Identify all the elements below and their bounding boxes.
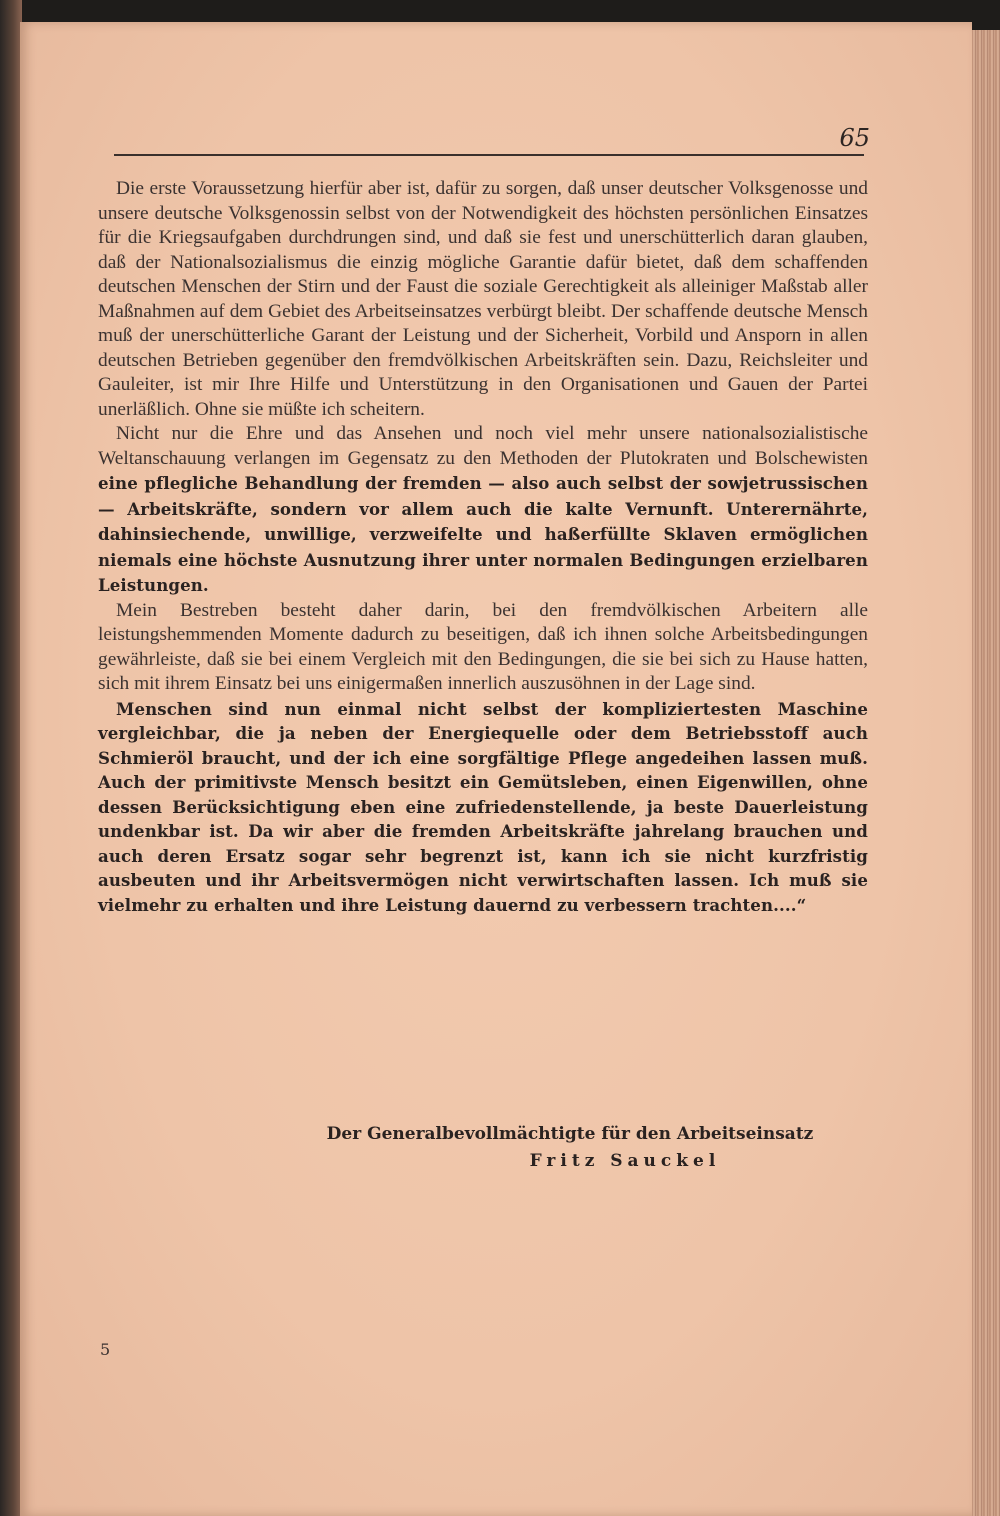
footer-number: 5 bbox=[100, 1340, 111, 1359]
page-number: 65 bbox=[839, 124, 870, 152]
paragraph-3: Mein Bestreben besteht daher darin, bei den fremdvölkischen Arbeitern alle leistungshemmenden Momente dadurch zu beseitigen, daß ich ihnen solche Arbeitsbedingungen gewährleiste, daß sie bei einem Vergleich mit den Bedingungen, die sie bei sich zu Hause hatten, sich mit ihrem Einsatz bei uns einigermaßen innerlich auszusöhnen in der Lage sind. bbox=[98, 599, 868, 694]
body-text bbox=[98, 177, 868, 917]
signature-name: Fritz Sauckel bbox=[529, 1151, 721, 1171]
signature-block bbox=[290, 1120, 850, 1174]
document-page bbox=[20, 22, 972, 1516]
book-binding-edge bbox=[0, 0, 22, 1516]
paragraph-1: Die erste Voraussetzung hierfür aber ist, dafür zu sorgen, daß unser deutscher Volksgenosse und unsere deutsche Volksgenossin selbst von der Notwendigkeit des höchsten persönlichen Einsatzes für die Kriegsaufgaben durchdrungen sind, und daß sie fest und unerschütterlich daran glauben, daß der Nationalsozialismus die einzig mögliche Garantie dafür bietet, daß dem schaffenden deutschen Menschen der Stirn und der Faust die soziale Gerechtigkeit als alleiniger Maßstab aller Maßnahmen auf dem Gebiet des Arbeitseinsatzes verbürgt bleibt. Der schaffende deutsche Mensch muß der unerschütterliche Garant der Leistung und der Sicherheit, Vorbild und Ansporn in allen deutschen Betrieben gegenüber den fremdvölkischen Arbeitskräften sein. Dazu, Reichsleiter und Gauleiter, ist mir Ihre Hilfe und Unterstützung in den Organisationen und Gauen der Partei unerläßlich. Ohne sie müßte ich scheitern. bbox=[98, 178, 868, 420]
header-rule bbox=[114, 154, 864, 156]
signature-title: Der Generalbevollmächtigte für den Arbeitseinsatz bbox=[326, 1124, 814, 1144]
paragraph-2-bold: eine pflegliche Behandlung der fremden — also auch selbst der sowjetrussischen — Arbeitskräfte, sondern vor allem auch die kalte Vernunft. Unterernährte, dahinsiechende, unwillige, verzweifelte und haßerfüllte Sklaven ermöglichen niemals eine höchste Ausnutzung ihrer unter normalen Bedingungen erzielbaren Leistungen. bbox=[98, 473, 868, 595]
paragraph-2-normal: Nicht nur die Ehre und das Ansehen und noch viel mehr unsere nationalsozialistische Weltanschauung verlangen im Gegensatz zu den Methoden der Plutokraten und Bolschewisten bbox=[98, 423, 868, 469]
page-stack-edge bbox=[970, 30, 1000, 1516]
paragraph-4: Menschen sind nun einmal nicht selbst der kompliziertesten Maschine vergleichbar, die ja neben der Energiequelle oder dem Betriebsstoff auch Schmieröl braucht, und der ich eine sorgfältige Pflege angedeihen lassen muß. Auch der primitivste Mensch besitzt ein Gemütsleben, einen Eigenwillen, ohne dessen Berücksichtigung eben eine zufriedenstellende, ja beste Dauerleistung undenkbar ist. Da wir aber die fremden Arbeitskräfte jahrelang brauchen und auch deren Ersatz sogar sehr begrenzt ist, kann ich sie nicht kurzfristig ausbeuten und ihr Arbeitsvermögen nicht verwirtschaften lassen. Ich muß sie vielmehr zu erhalten und ihre Leistung dauernd zu verbessern trachten....“ bbox=[98, 698, 868, 915]
paragraph-2 bbox=[98, 422, 868, 599]
